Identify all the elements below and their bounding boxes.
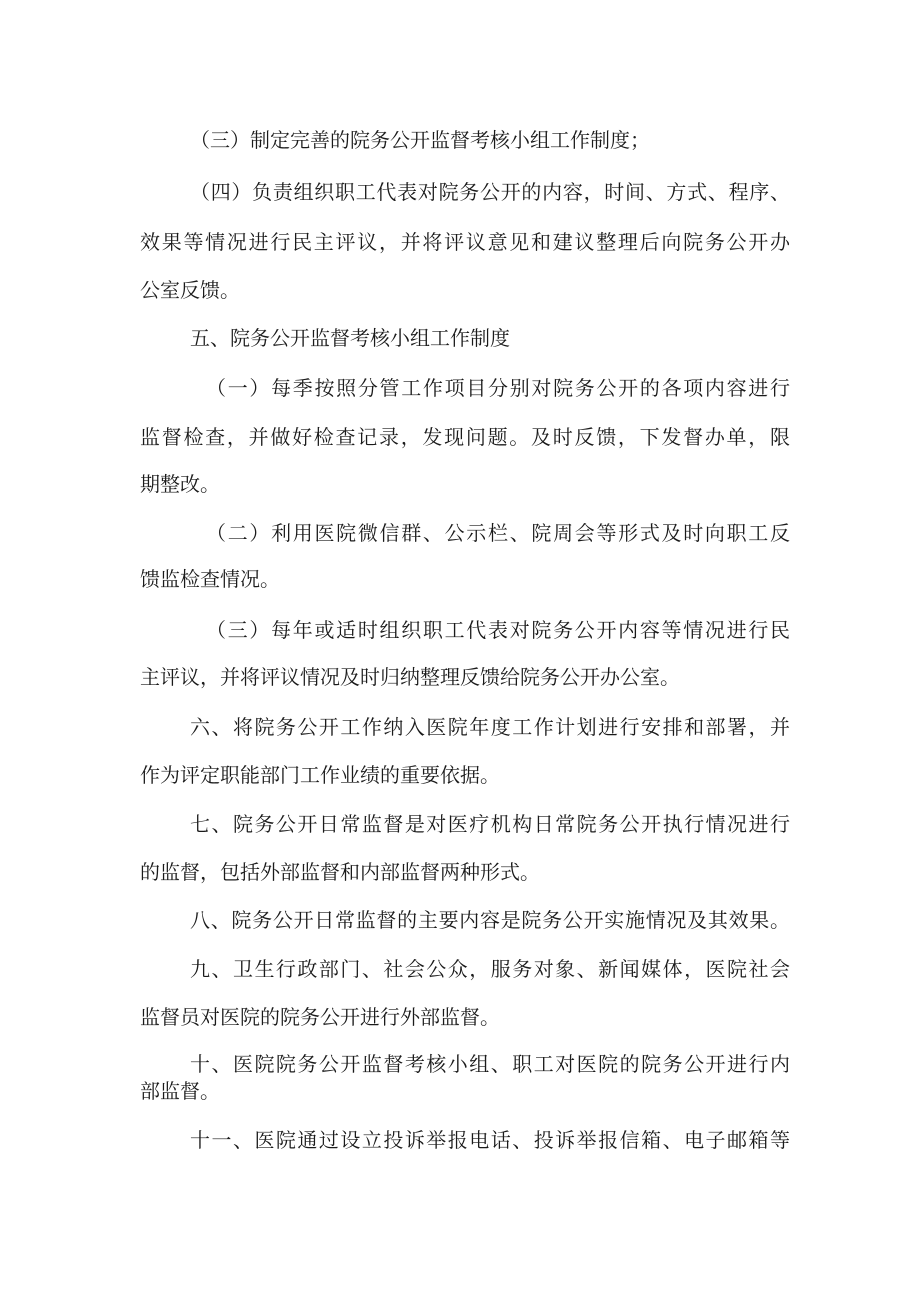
paragraph-line: 八、院务公开日常监督的主要内容是院务公开实施情况及其效果。: [190, 908, 790, 932]
paragraph-line: 监督检查，并做好检查记录，发现问题。及时反馈，下发督办单，限: [140, 425, 790, 449]
section-heading: 五、院务公开监督考核小组工作制度: [190, 326, 510, 350]
paragraph-line: 十、医院院务公开监督考核小组、职工对医院的院务公开进行内: [190, 1052, 790, 1076]
paragraph-line: 七、院务公开日常监督是对医疗机构日常院务公开执行情况进行: [190, 812, 790, 836]
paragraph-line: 九、卫生行政部门、社会公众，服务对象、新闻媒体，医院社会: [190, 957, 790, 981]
paragraph-line: （二）利用医院微信群、公示栏、院周会等形式及时向职工反: [206, 521, 790, 545]
paragraph-line: （三）每年或适时组织职工代表对院务公开内容等情况进行民: [206, 618, 790, 642]
paragraph-line: 主评议，并将评议情况及时归纳整理反馈给院务公开办公室。: [140, 665, 680, 689]
paragraph-line: 十一、医院通过设立投诉举报电话、投诉举报信箱、电子邮箱等: [190, 1128, 790, 1152]
paragraph-line: 监督员对医院的院务公开进行外部监督。: [140, 1005, 500, 1029]
paragraph-line: 效果等情况进行民主评议，并将评议意见和建议整理后向院务公开办: [140, 230, 790, 254]
paragraph-line: 馈监检查情况。: [140, 567, 280, 591]
paragraph-line: （一）每季按照分管工作项目分别对院务公开的各项内容进行: [206, 376, 790, 400]
paragraph-line: （三）制定完善的院务公开监督考核小组工作制度；: [190, 128, 650, 152]
paragraph-line: 期整改。: [140, 472, 220, 496]
paragraph-line: 六、将院务公开工作纳入医院年度工作计划进行安排和部署，并: [190, 715, 790, 739]
paragraph-line: 作为评定职能部门工作业绩的重要依据。: [140, 763, 500, 787]
paragraph-line: 的监督，包括外部监督和内部监督两种形式。: [140, 860, 540, 884]
paragraph-line: 部监督。: [140, 1079, 220, 1103]
paragraph-line: 公室反馈。: [140, 278, 240, 302]
paragraph-line: （四）负责组织职工代表对院务公开的内容，时间、方式、程序、: [190, 180, 790, 204]
